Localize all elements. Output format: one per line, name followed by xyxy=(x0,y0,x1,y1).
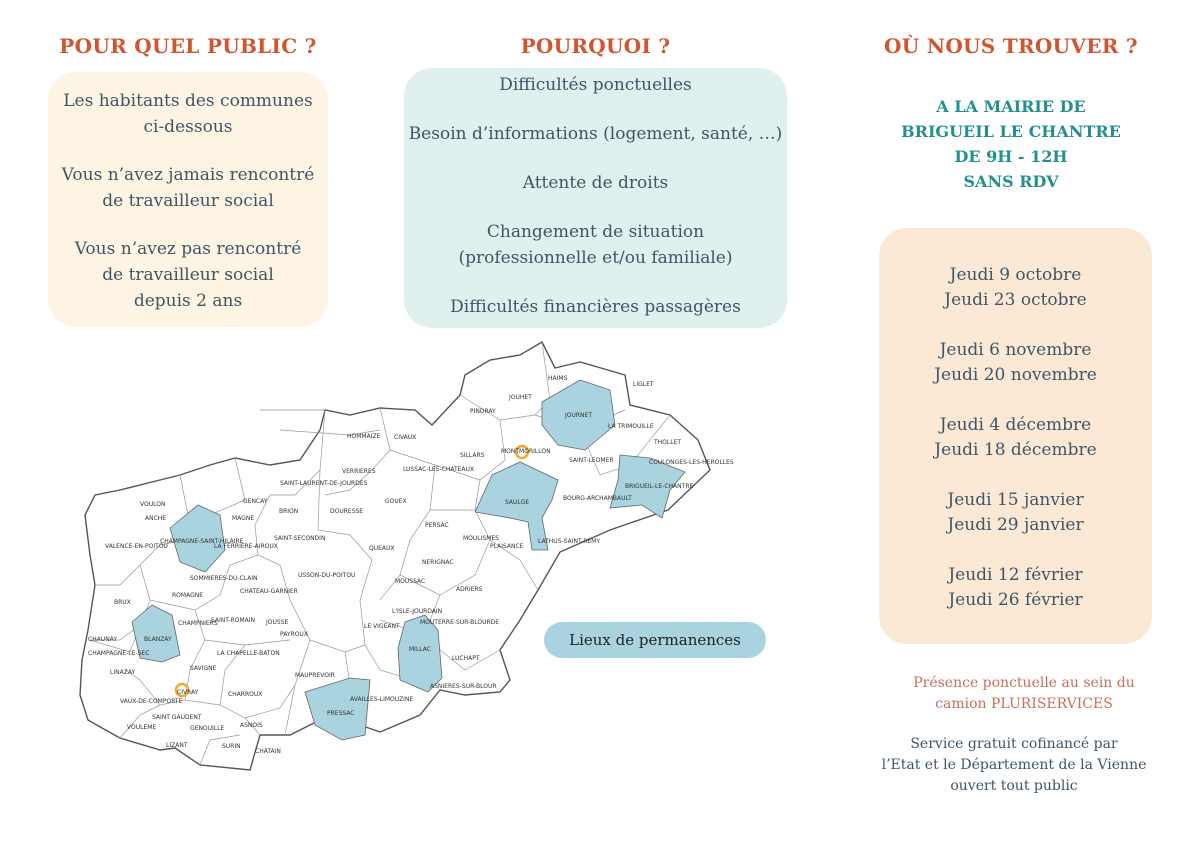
commune-label: PRESSAC xyxy=(327,710,355,717)
address-block xyxy=(880,94,1142,194)
date-item: Jeudi 29 janvier xyxy=(947,515,1084,535)
commune-label: PLAISANCE xyxy=(490,543,524,550)
commune-label: ASNIERES-SUR-BLOUR xyxy=(430,683,497,690)
service-line: Service gratuit cofinancé par xyxy=(910,736,1118,752)
commune-label: LINAZAY xyxy=(110,669,136,676)
commune-label: JOUHET xyxy=(509,394,532,401)
commune-label: LUCHAPT xyxy=(452,655,480,662)
map-legend: Lieux de permanences xyxy=(544,622,766,658)
commune-label: VOULEME xyxy=(127,724,157,731)
address-line: BRIGUEIL LE CHANTRE xyxy=(901,122,1121,141)
public-line: ci-dessous xyxy=(143,117,233,137)
commune-label: ASNOIS xyxy=(240,722,263,729)
commune-label: GENCAY xyxy=(243,498,268,505)
service-line: ouvert tout public xyxy=(950,778,1078,794)
commune-label: PINDRAY xyxy=(470,408,496,415)
commune-label: JOUSSE xyxy=(266,619,289,626)
where-title: OÙ NOUS TROUVER ? xyxy=(884,34,1138,58)
commune-label: MILLAC xyxy=(409,646,431,653)
commune-label: HOMMAIZE xyxy=(347,433,381,440)
commune-label: THOLLET xyxy=(654,439,682,446)
commune-label: VALENCE-EN-POITOU xyxy=(105,543,168,550)
commune-label: MOUSSAC xyxy=(395,578,426,585)
commune-label: BLANZAY xyxy=(144,636,172,643)
commune-label: LIGLET xyxy=(633,381,654,388)
commune-label: SAINT-LAURENT-DE-JOURDES xyxy=(280,480,368,487)
commune-label: MOULISMES xyxy=(463,535,499,542)
commune-label: BRIGUEIL-LE-CHANTRE xyxy=(625,483,694,490)
commune-label: PAYROUX xyxy=(280,631,308,638)
commune-label: SAVIGNE xyxy=(190,665,217,672)
public-box xyxy=(48,72,328,327)
why-line: Difficultés ponctuelles xyxy=(499,75,692,95)
commune-label: BOURG-ARCHAMBAULT xyxy=(563,495,632,502)
dates-box xyxy=(879,228,1152,644)
address-line: SANS RDV xyxy=(963,172,1059,191)
commune-label: SAINT-SECONDIN xyxy=(274,535,326,542)
date-item: Jeudi 9 octobre xyxy=(949,265,1082,285)
presence-line: camion PLURISERVICES xyxy=(935,696,1113,712)
commune-label: VAUX-DE-COMPORTE xyxy=(120,698,183,705)
presence-note xyxy=(890,673,1158,715)
commune-label: VERRIERES xyxy=(342,468,376,475)
commune-label: BRUX xyxy=(114,599,131,606)
date-item: Jeudi 20 novembre xyxy=(934,365,1097,385)
map-outline xyxy=(80,342,710,770)
commune-label: SAINT-LEOMER xyxy=(569,457,614,464)
commune-label: NERIGNAC xyxy=(422,559,454,566)
commune-label: CHAUNAY xyxy=(88,636,117,643)
commune-label: MAGNE xyxy=(232,515,255,522)
commune-label: GENOUILLE xyxy=(190,725,225,732)
commune-label: CHAMPAGNE-LE-SEC xyxy=(88,650,150,657)
commune-label: QUEAUX xyxy=(369,545,395,552)
commune-label: PERSAC xyxy=(425,522,449,529)
why-title: POURQUOI ? xyxy=(520,34,671,58)
commune-label: LIZANT xyxy=(166,742,188,749)
commune-label: CHATAIN xyxy=(255,748,281,755)
commune-label: CIVAUX xyxy=(394,434,417,441)
commune-label: L'ISLE-JOURDAIN xyxy=(392,608,443,615)
commune-label: SILLARS xyxy=(460,452,485,459)
commune-label: SURIN xyxy=(222,743,241,750)
commune-label: MOUTERRE-SUR-BLOURDE xyxy=(420,619,500,626)
commune-label: JOURNET xyxy=(565,412,592,419)
date-item: Jeudi 12 février xyxy=(948,565,1083,585)
commune-label: LA FERRIERE-AIROUX xyxy=(214,543,278,550)
commune-label: SAINT-ROMAIN xyxy=(211,617,255,624)
why-line: (professionnelle et/ou familiale) xyxy=(458,248,733,268)
commune-label: ADRIERS xyxy=(456,586,483,593)
public-title: POUR QUEL PUBLIC ? xyxy=(59,34,317,58)
why-box xyxy=(404,68,787,328)
commune-label: SAINT GAUDENT xyxy=(152,714,202,721)
date-item: Jeudi 15 janvier xyxy=(947,490,1084,510)
commune-label: BRION xyxy=(279,508,299,515)
public-line: Vous n’avez jamais rencontré xyxy=(61,165,315,185)
commune-label: MAUPREVOIR xyxy=(295,672,335,679)
commune-label: LATHUS-SAINT-REMY xyxy=(538,538,601,545)
commune-label: CHATEAU-GARNIER xyxy=(240,588,298,595)
commune-label: ROMAGNE xyxy=(172,592,203,599)
commune-label: USSON-DU-POITOU xyxy=(298,572,356,579)
commune-label: SAULGE xyxy=(505,499,530,506)
service-line: l’Etat et le Département de la Vienne xyxy=(881,757,1147,773)
commune-label: LA CHAPELLE-BATON xyxy=(217,650,280,657)
public-line: de travailleur social xyxy=(102,265,274,285)
service-note xyxy=(866,734,1162,797)
commune-label: GOUEX xyxy=(385,498,407,505)
commune-label: CHAMPAGNE-SAINT-HILAIRE xyxy=(160,538,244,545)
public-line: de travailleur social xyxy=(102,191,274,211)
commune-label: VOULON xyxy=(140,501,166,508)
presence-line: Présence ponctuelle au sein du xyxy=(913,675,1135,691)
communes-map xyxy=(80,340,734,775)
why-line: Difficultés financières passagères xyxy=(450,297,741,317)
public-line: Vous n’avez pas rencontré xyxy=(74,239,302,259)
commune-label: LE VIGEANT xyxy=(364,623,400,630)
address-line: A LA MAIRIE DE xyxy=(936,97,1086,116)
commune-label: CIVRAY xyxy=(177,689,199,696)
commune-label: LUSSAC-LES-CHATEAUX xyxy=(403,466,475,473)
commune-label: CHAMPNIERS xyxy=(178,620,218,627)
why-line: Besoin d’informations (logement, santé, …) xyxy=(408,124,783,144)
public-line: depuis 2 ans xyxy=(133,291,243,311)
date-item: Jeudi 4 décembre xyxy=(939,415,1092,435)
date-item: Jeudi 18 décembre xyxy=(934,440,1097,460)
commune-label: HAIMS xyxy=(548,375,568,382)
date-item: Jeudi 26 février xyxy=(948,590,1083,610)
why-line: Attente de droits xyxy=(522,173,669,193)
commune-label: SOMMIERES-DU-CLAIN xyxy=(190,575,258,582)
commune-label: MONTMORILLON xyxy=(501,448,551,455)
why-line: Changement de situation xyxy=(486,222,705,242)
public-line: Les habitants des communes xyxy=(63,91,313,111)
commune-label: AVAILLES-LIMOUZINE xyxy=(350,696,414,703)
commune-label: ANCHE xyxy=(145,515,167,522)
date-item: Jeudi 23 octobre xyxy=(944,290,1087,310)
date-item: Jeudi 6 novembre xyxy=(939,340,1092,360)
area-millac xyxy=(398,615,442,692)
commune-label: COULONGES-LES-HEROLLES xyxy=(649,459,734,466)
commune-label: LA TRIMOUILLE xyxy=(608,423,654,430)
commune-label: CHARROUX xyxy=(228,691,263,698)
address-line: DE 9H - 12H xyxy=(954,147,1068,166)
commune-label: DOURESSE xyxy=(330,508,364,515)
